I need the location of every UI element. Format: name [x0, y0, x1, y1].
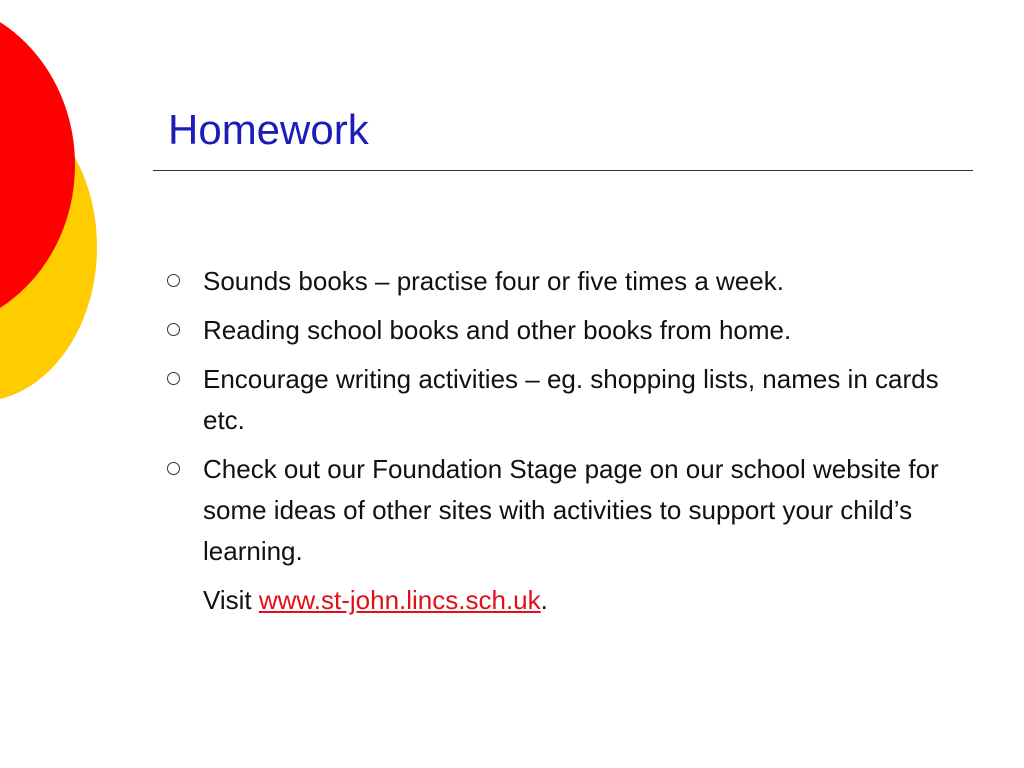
- bullet-text: Check out our Foundation Stage page on our school website for some ideas of other sites with activities to support your child’s learning.: [203, 454, 939, 566]
- bullet-text: Encourage writing activities – eg. shopping lists, names in cards etc.: [203, 364, 939, 435]
- visit-suffix: .: [540, 585, 548, 615]
- school-website-link[interactable]: www.st-john.lincs.sch.uk: [258, 585, 541, 615]
- slide-title: Homework: [168, 106, 369, 153]
- bullet-item-sounds-books: [165, 261, 945, 302]
- bullet-list: [165, 261, 945, 621]
- bullet-item-reading: [165, 310, 945, 351]
- bullet-item-foundation-stage: [165, 449, 945, 572]
- title-divider: [153, 170, 973, 171]
- hollow-circle-bullet-icon: [167, 372, 180, 385]
- hollow-circle-bullet-icon: [167, 323, 180, 336]
- bullet-item-writing: [165, 359, 945, 441]
- visit-prefix: Visit: [203, 585, 259, 615]
- hollow-circle-bullet-icon: [167, 274, 180, 287]
- bullet-text: Sounds books – practise four or five times a week.: [203, 266, 784, 296]
- visit-line: [165, 580, 945, 621]
- bullet-text: Reading school books and other books from home.: [203, 315, 792, 345]
- hollow-circle-bullet-icon: [167, 462, 180, 475]
